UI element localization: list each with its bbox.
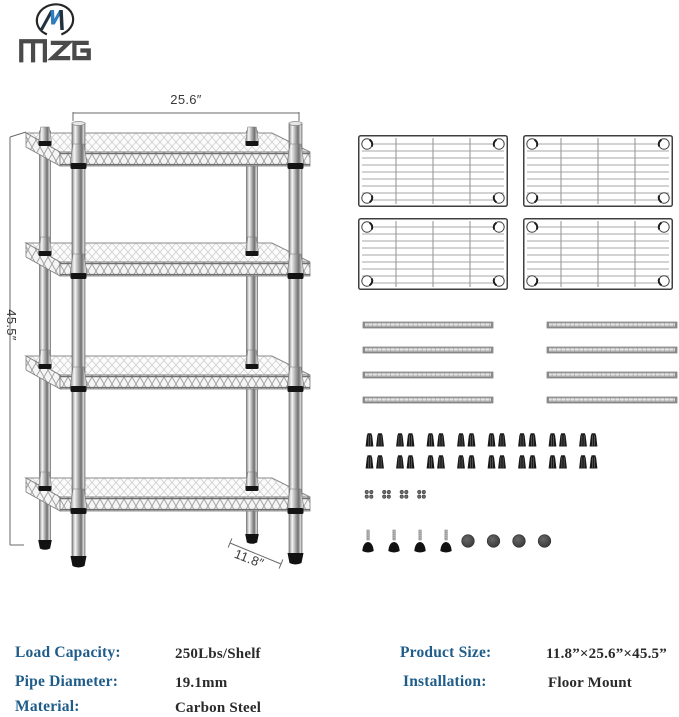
leveling-foot-part (414, 530, 425, 553)
pole-part (363, 372, 493, 378)
sleeve-clip-part (579, 433, 587, 446)
depth-dimension-label: 11.8″ (232, 546, 267, 571)
pole-part (547, 397, 677, 403)
end-cap-part (462, 535, 475, 548)
sleeve-clip-part (407, 455, 415, 468)
sleeve-clip-part (376, 433, 384, 446)
wire-shelf-tier (26, 133, 310, 166)
screw-set-part (365, 490, 373, 498)
spec-label-material: Material: (15, 698, 80, 715)
spec-value-product-size: 11.8”×25.6”×45.5” (546, 646, 667, 662)
brand-wordmark (13, 37, 97, 64)
wire-shelf-part (359, 136, 508, 207)
sleeve-clip-part (427, 455, 435, 468)
sleeve-clip-part (396, 455, 404, 468)
sleeve-clip-part (529, 455, 537, 468)
leveling-foot-part (440, 530, 451, 553)
sleeve-clip-part (498, 433, 506, 446)
screw-set-part (418, 490, 426, 498)
sleeve-clip-part (396, 433, 404, 446)
wire-shelf-tier (26, 243, 310, 276)
end-cap-part (538, 535, 551, 548)
wire-shelf-part (524, 219, 673, 290)
spec-label-load-capacity: Load Capacity: (15, 644, 121, 661)
sleeve-clip-part (518, 433, 526, 446)
sleeve-clip-part (468, 455, 476, 468)
spec-label-pipe-diameter: Pipe Diameter: (15, 673, 119, 690)
sleeve-clip-part (549, 455, 557, 468)
spec-value-pipe-diameter: 19.1mm (175, 675, 228, 691)
sleeve-clip-part (407, 433, 415, 446)
sleeve-clip-part (590, 433, 598, 446)
height-dimension-label: 45.5″ (4, 309, 19, 341)
pole-part (547, 347, 677, 353)
sleeve-clip-part (376, 455, 384, 468)
spec-label-installation: Installation: (403, 673, 487, 690)
sleeve-clip-part (437, 433, 445, 446)
m-letterform (40, 10, 69, 30)
sleeve-clip-part (518, 455, 526, 468)
brand-logo (12, 1, 122, 67)
wire-shelf-part (524, 136, 673, 207)
sleeve-clip-part (498, 455, 506, 468)
sleeve-clip-part (437, 455, 445, 468)
sleeve-clip-part (366, 455, 374, 468)
back-collars (39, 127, 259, 491)
pole-part (363, 397, 493, 403)
leveling-foot-part (388, 530, 399, 553)
brand-name-text (12, 1, 13, 2)
end-cap-part (513, 535, 526, 548)
front-collars (70, 144, 304, 514)
pole-part (547, 372, 677, 378)
sleeve-clip-part (488, 433, 496, 446)
width-dimension-line (73, 112, 299, 121)
spec-label-product-size: Product Size: (400, 644, 492, 661)
brand-m-icon (34, 2, 76, 38)
sleeve-clip-part (457, 433, 465, 446)
spec-value-installation: Floor Mount (548, 675, 633, 691)
sleeve-clip-part (457, 455, 465, 468)
sleeve-clip-part (529, 433, 537, 446)
sleeve-clip-part (559, 433, 567, 446)
sleeve-clip-part (366, 433, 374, 446)
sleeve-clip-part (579, 455, 587, 468)
screw-set-part (400, 490, 408, 498)
screw-set-part (383, 490, 391, 498)
parts-diagram (345, 120, 679, 570)
spec-value-material: Carbon Steel (175, 700, 262, 716)
wire-shelf-tier (26, 478, 310, 511)
leveling-foot-part (362, 530, 373, 553)
spec-value-load-capacity: 250Lbs/Shelf (175, 646, 261, 662)
wire-shelf-tier (26, 356, 310, 389)
sleeve-clip-part (488, 455, 496, 468)
pole-part (547, 322, 677, 328)
sleeve-clip-part (590, 455, 598, 468)
wire-shelf-part (359, 219, 508, 290)
sleeve-clip-part (468, 433, 476, 446)
end-cap-part (487, 535, 500, 548)
sleeve-clip-part (549, 433, 557, 446)
sleeve-clip-part (427, 433, 435, 446)
pole-part (363, 347, 493, 353)
shelving-unit-illustration (0, 85, 340, 605)
wire-shelves (26, 133, 310, 511)
pole-part (363, 322, 493, 328)
width-dimension-label: 25.6″ (170, 92, 202, 107)
sleeve-clip-part (559, 455, 567, 468)
